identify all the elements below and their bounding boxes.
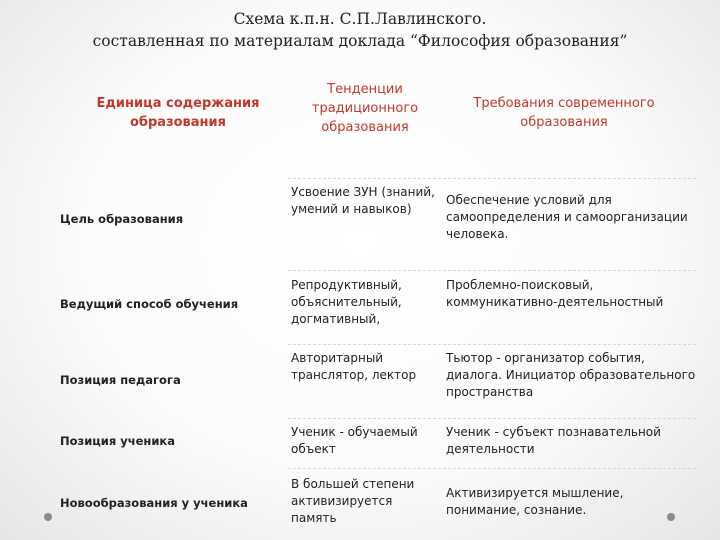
row-label-growth: Новообразования у ученика <box>60 496 248 510</box>
cell-student-traditional: Ученик - обучаемый объект <box>291 425 418 456</box>
row-divider <box>288 344 696 345</box>
cell-goal-traditional: Усвоение ЗУН (знаний, умений и навыков) <box>291 185 435 216</box>
cell-student-modern: Ученик - субъект познавательной деятельности <box>446 425 661 456</box>
corner-dot-left <box>44 513 52 521</box>
row-divider <box>288 270 696 271</box>
cell-teacher-modern: Тьютор - организатор события, диалога. Инициатор образовательного пространства <box>446 351 696 399</box>
title-line-1: Схема к.п.н. С.П.Лавлинского. <box>233 10 487 28</box>
header-unit: Единица содержания образования <box>96 96 260 130</box>
row-divider <box>288 178 696 179</box>
cell-goal-modern: Обеспечение условий для самоопределения и самоорганизации человека. <box>446 193 688 241</box>
cell-teacher-traditional: Авторитарный транслятор, лектор <box>291 351 417 382</box>
header-modern: Требования современного образования <box>473 96 655 130</box>
title-line-2: составленная по материалам доклада “Философия образования” <box>92 32 628 50</box>
cell-growth-modern: Активизируется мышление, понимание, сознание. <box>446 486 624 517</box>
slide-title <box>0 8 720 52</box>
cell-growth-traditional: В большей степени активизируется память <box>291 477 415 525</box>
row-label-goal: Цель образования <box>60 212 184 226</box>
header-traditional: Тенденции традиционного образования <box>311 82 419 135</box>
corner-dot-right <box>667 513 675 521</box>
row-label-method: Ведущий способ обучения <box>60 297 239 311</box>
row-divider <box>288 418 696 419</box>
cell-method-modern: Проблемно-поисковый, коммуникативно-деятельностный <box>446 278 664 309</box>
row-label-student: Позиция ученика <box>60 434 175 448</box>
row-label-teacher: Позиция педагога <box>60 373 181 387</box>
row-divider <box>288 468 696 469</box>
cell-method-traditional: Репродуктивный, объяснительный, догмативный, <box>291 278 402 326</box>
